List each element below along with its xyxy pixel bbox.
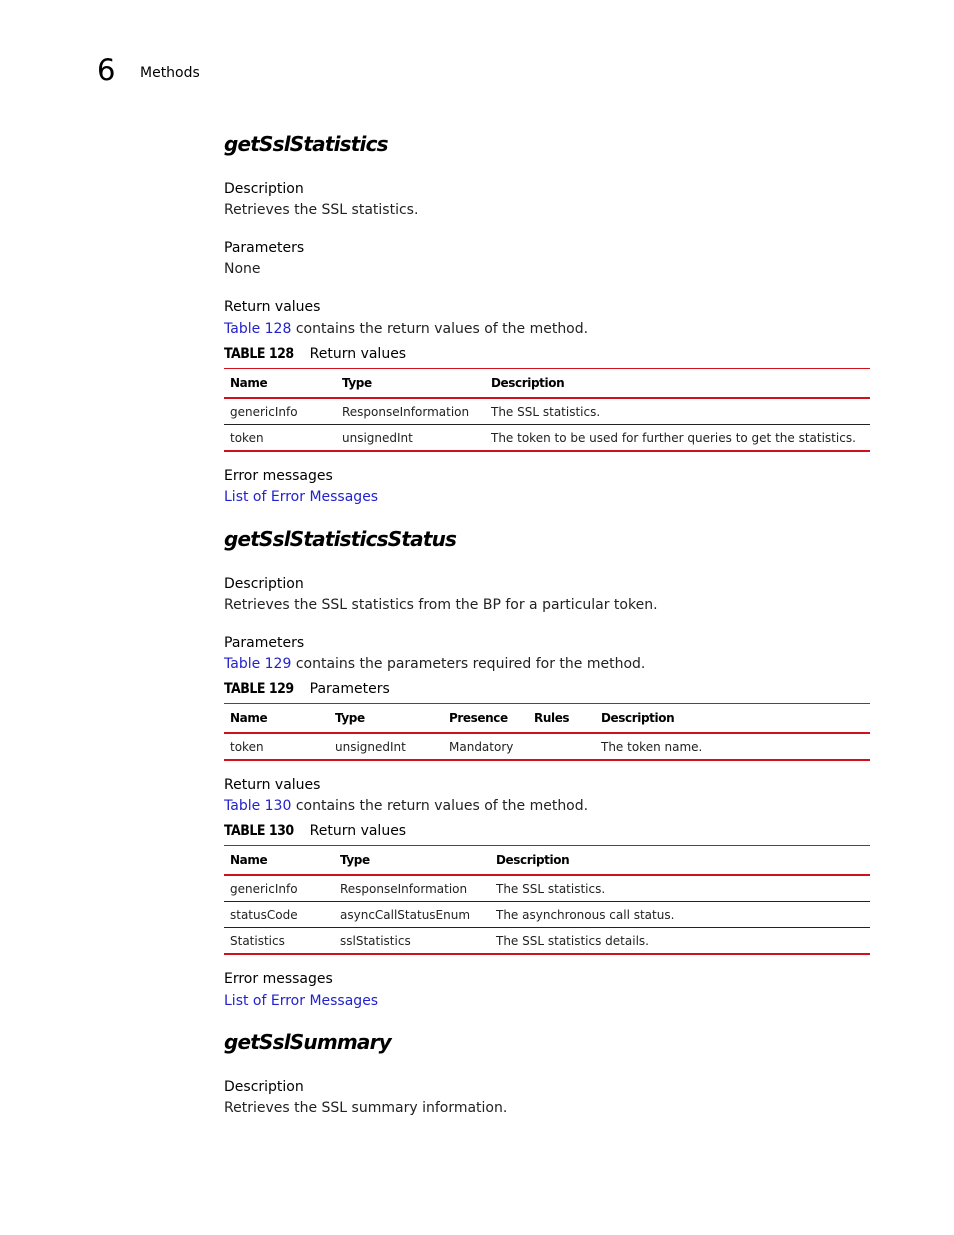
column-header: Presence [443, 704, 528, 734]
table-cell: unsignedInt [336, 425, 485, 452]
parameters-text: None [224, 261, 261, 277]
error-messages-heading: Error messages [224, 971, 333, 987]
column-header: Name [224, 846, 334, 876]
return-values-table [224, 368, 870, 452]
table-label: TABLE 128 [224, 346, 294, 362]
error-messages-heading: Error messages [224, 468, 333, 484]
type-link[interactable]: sslStatistics [334, 928, 490, 955]
table-cell: The SSL statistics details. [490, 928, 870, 955]
table-row [224, 398, 870, 425]
column-header: Name [224, 704, 329, 734]
table-cell: token [224, 425, 336, 452]
column-header: Type [336, 369, 485, 399]
error-messages-link[interactable]: List of Error Messages [224, 489, 379, 505]
table-label: TABLE 129 [224, 681, 294, 697]
table-cell: The SSL statistics. [485, 398, 870, 425]
column-header: Type [334, 846, 490, 876]
table-row [224, 902, 870, 928]
column-header: Description [485, 369, 870, 399]
table-header-row [224, 704, 870, 734]
table-cell: The token to be used for further queries to get the statistics. [485, 425, 870, 452]
parameters-sentence: contains the parameters required for the method. [291, 656, 646, 672]
table-row [224, 875, 870, 902]
column-header: Description [490, 846, 870, 876]
description-text: Retrieves the SSL statistics from the BP for a particular token. [224, 597, 658, 613]
error-messages-link[interactable]: List of Error Messages [224, 993, 379, 1009]
chapter-number: 6 [97, 53, 116, 87]
table-cell: The token name. [595, 733, 870, 760]
description-heading: Description [224, 576, 304, 592]
return-values-text [224, 798, 588, 814]
column-header: Description [595, 704, 870, 734]
type-link[interactable]: asyncCallStatusEnum [334, 902, 490, 928]
table-cell: Statistics [224, 928, 334, 955]
description-text: Retrieves the SSL summary information. [224, 1100, 508, 1116]
table-link[interactable]: Table 129 [224, 656, 292, 672]
return-values-sentence: contains the return values of the method. [291, 321, 589, 337]
return-values-table [224, 845, 870, 955]
table-cell: Mandatory [443, 733, 528, 760]
section-title: getSslStatisticsStatus [224, 527, 457, 551]
column-header: Rules [528, 704, 595, 734]
return-values-heading: Return values [224, 299, 321, 315]
table-title: Parameters [309, 681, 390, 697]
table-link[interactable]: Table 128 [224, 321, 292, 337]
return-values-heading: Return values [224, 777, 321, 793]
return-values-sentence: contains the return values of the method. [291, 798, 589, 814]
parameters-table [224, 703, 870, 761]
table-cell: statusCode [224, 902, 334, 928]
table-header-row [224, 369, 870, 399]
table-row [224, 733, 870, 760]
table-header-row [224, 846, 870, 876]
table-title: Return values [309, 346, 407, 362]
description-heading: Description [224, 181, 304, 197]
section-title: getSslSummary [224, 1030, 391, 1054]
table-label: TABLE 130 [224, 823, 294, 839]
table-cell: The asynchronous call status. [490, 902, 870, 928]
table-caption [224, 346, 406, 362]
parameters-heading: Parameters [224, 240, 305, 256]
table-row [224, 928, 870, 955]
table-caption [224, 681, 390, 697]
table-cell: unsignedInt [329, 733, 443, 760]
table-cell: token [224, 733, 329, 760]
return-values-text [224, 321, 588, 337]
section-title: getSslStatistics [224, 132, 388, 156]
type-link[interactable]: ResponseInformation [334, 875, 490, 902]
table-row [224, 425, 870, 452]
table-caption [224, 823, 406, 839]
description-text: Retrieves the SSL statistics. [224, 202, 419, 218]
table-cell: The SSL statistics. [490, 875, 870, 902]
parameters-heading: Parameters [224, 635, 305, 651]
column-header: Name [224, 369, 336, 399]
table-cell: genericInfo [224, 398, 336, 425]
type-link[interactable]: ResponseInformation [336, 398, 485, 425]
column-header: Type [329, 704, 443, 734]
parameters-text [224, 656, 645, 672]
description-heading: Description [224, 1079, 304, 1095]
chapter-title: Methods [140, 65, 200, 81]
table-link[interactable]: Table 130 [224, 798, 292, 814]
table-cell [528, 733, 595, 760]
table-title: Return values [309, 823, 407, 839]
table-cell: genericInfo [224, 875, 334, 902]
